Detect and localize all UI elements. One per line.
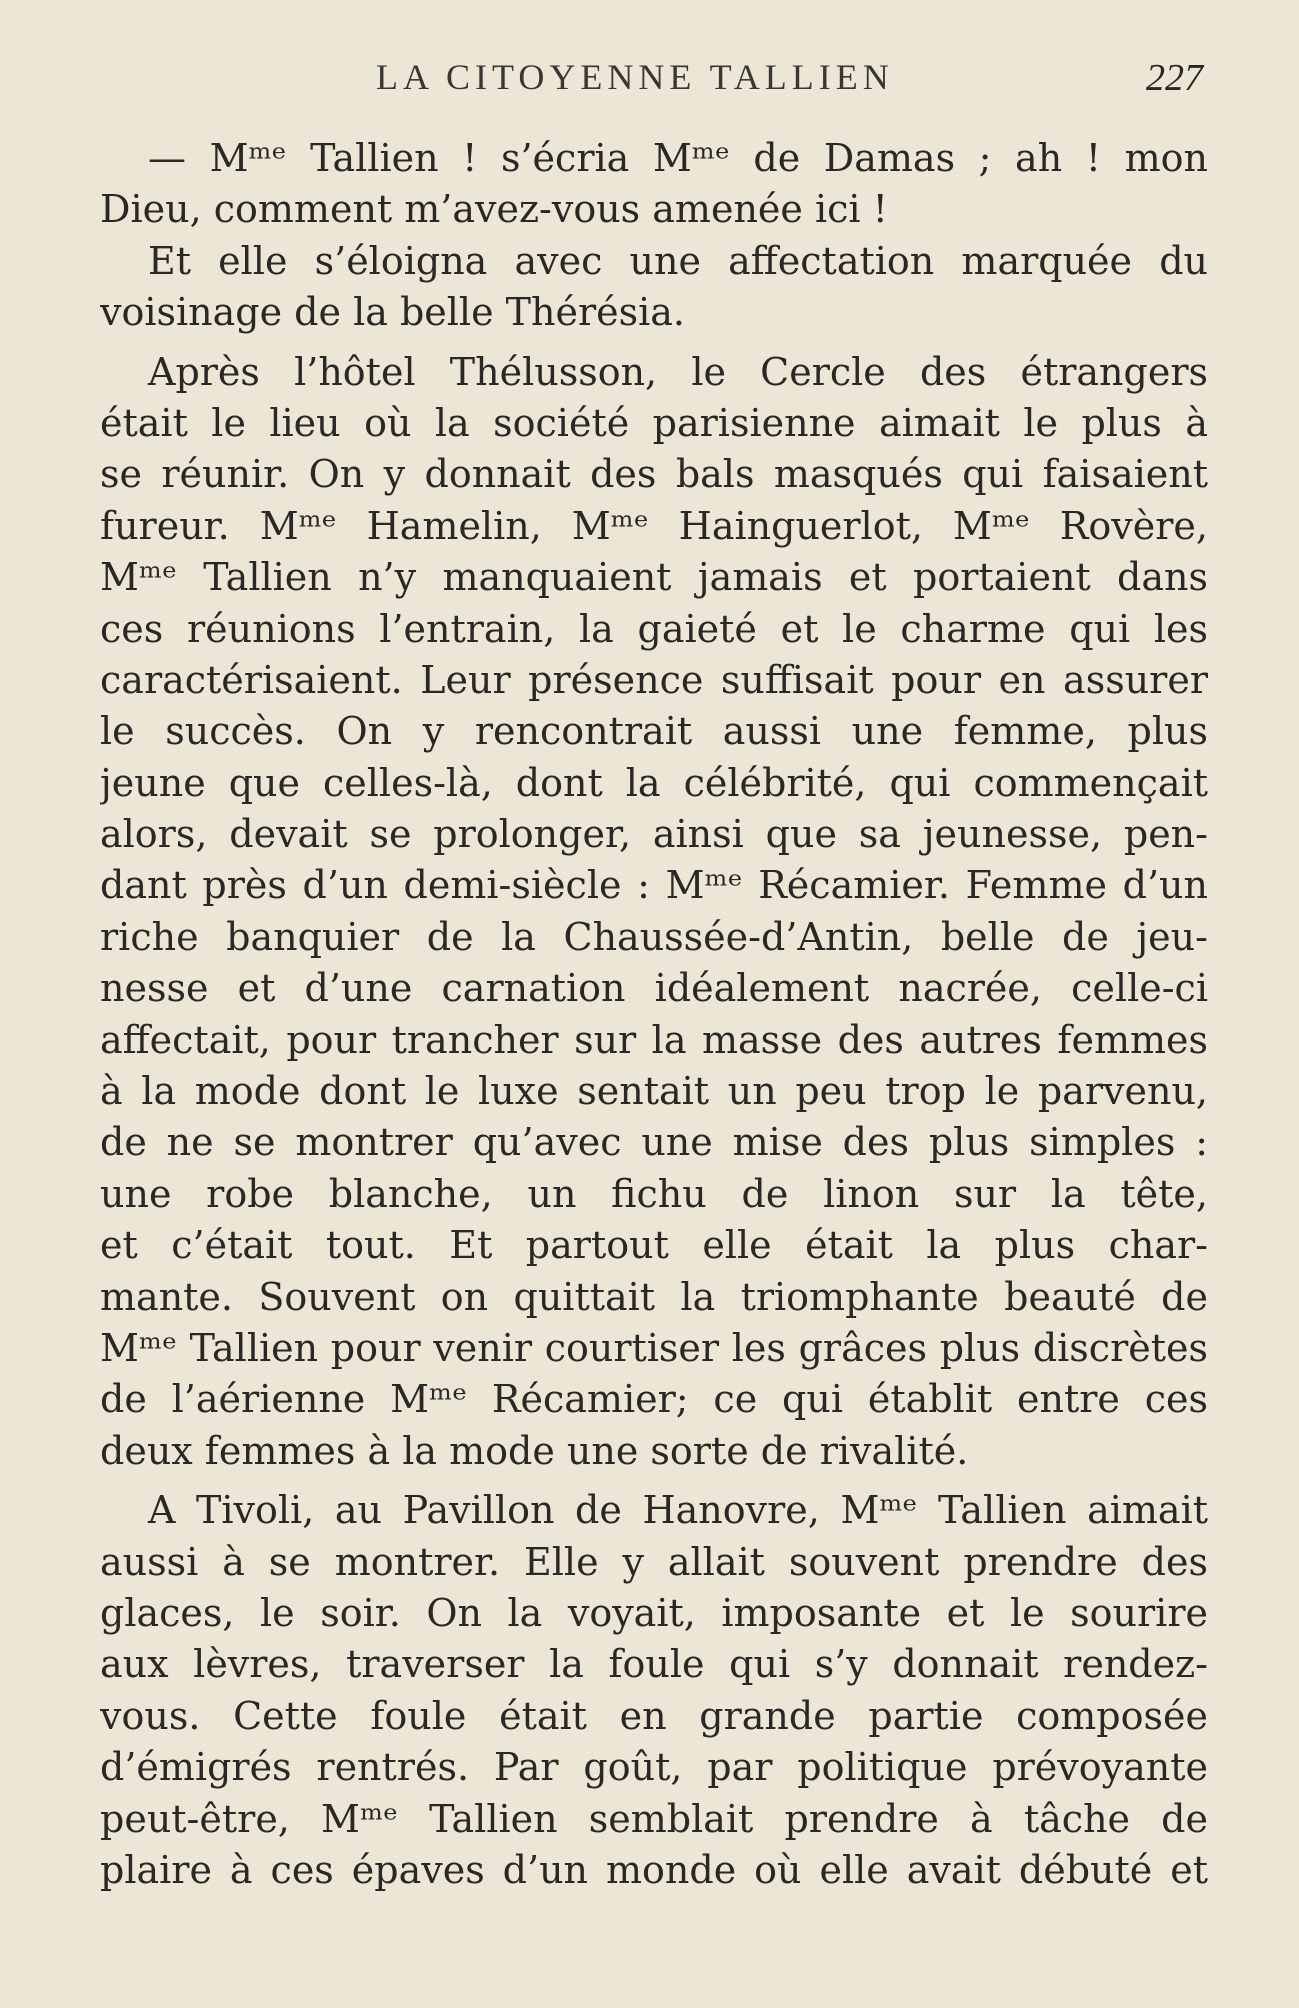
text-line: aux lèvres, traverser la foule qui s’y donnait rendez- [100, 1642, 1208, 1687]
text-line: affectait, pour trancher sur la masse des autres femmes [100, 1017, 1208, 1062]
text-line: jeune que celles-là, dont la célébrité, qui commençait [100, 760, 1208, 805]
running-head [0, 52, 1299, 112]
text-line: A Tivoli, au Pavillon de Hanovre, Mᵐᵉ Tallien aimait [148, 1488, 1208, 1533]
text-line: glaces, le soir. On la voyait, imposante et le sourire [100, 1590, 1208, 1635]
text-line: plaire à ces épaves d’un monde où elle avait débuté et [100, 1847, 1208, 1892]
text-line: à la mode dont le luxe sentait un peu trop le parvenu, [100, 1069, 1208, 1114]
text-line: était le lieu où la société parisienne aimait le plus à [100, 400, 1208, 445]
text-line: d’émigrés rentrés. Par goût, par politique prévoyante [100, 1745, 1208, 1790]
body-text [100, 133, 1208, 1896]
text-line: de l’aérienne Mᵐᵉ Récamier; ce qui établit entre ces [100, 1377, 1208, 1422]
text-line: le succès. On y rencontrait aussi une femme, plus [100, 709, 1208, 754]
text-line: mante. Souvent on quittait la triomphante beauté de [100, 1274, 1208, 1319]
text-line: Dieu, comment m’avez-vous amenée ici ! [100, 187, 888, 232]
text-line: — Mᵐᵉ Tallien ! s’écria Mᵐᵉ de Damas ; ah ! mon [148, 136, 1208, 180]
text-line: une robe blanche, un fichu de linon sur la tête, [100, 1171, 1208, 1216]
text-line: dant près d’un demi-siècle : Mᵐᵉ Récamier. Femme d’un [100, 863, 1208, 908]
text-line: deux femmes à la mode une sorte de rivalité. [100, 1428, 969, 1473]
text-line: riche banquier de la Chaussée-d’Antin, belle de jeu- [100, 914, 1208, 959]
text-line: vous. Cette foule était en grande partie composée [100, 1693, 1208, 1738]
text-line: nesse et d’une carnation idéalement nacrée, celle-ci [100, 966, 1208, 1011]
text-line: Et elle s’éloigna avec une affectation marquée du [148, 238, 1208, 283]
text-line: Après l’hôtel Thélusson, le Cercle des étrangers [148, 349, 1208, 394]
text-line: se réunir. On y donnait des bals masqués qui faisaient [100, 452, 1208, 497]
text-line: ces réunions l’entrain, la gaieté et le charme qui les [100, 606, 1208, 651]
text-line: de ne se montrer qu’avec une mise des plus simples : [100, 1120, 1208, 1165]
running-title: LA CITOYENNE TALLIEN [376, 57, 894, 97]
text-line: et c’était tout. Et partout elle était la plus char- [100, 1223, 1208, 1268]
page-number: 227 [1146, 57, 1203, 99]
text-line: aussi à se montrer. Elle y allait souvent prendre des [100, 1539, 1208, 1584]
text-line: fureur. Mᵐᵉ Hamelin, Mᵐᵉ Hainguerlot, Mᵐᵉ Rovère, [100, 503, 1208, 548]
text-line: Mᵐᵉ Tallien pour venir courtiser les grâces plus discrètes [100, 1325, 1208, 1370]
text-line: voisinage de la belle Thérésia. [100, 290, 685, 335]
text-line: caractérisaient. Leur présence suffisait pour en assurer [100, 657, 1208, 702]
text-line: peut-être, Mᵐᵉ Tallien semblait prendre à tâche de [100, 1796, 1208, 1841]
text-line: alors, devait se prolonger, ainsi que sa jeunesse, pen- [100, 812, 1208, 857]
text-line: Mᵐᵉ Tallien n’y manquaient jamais et portaient dans [100, 555, 1208, 600]
